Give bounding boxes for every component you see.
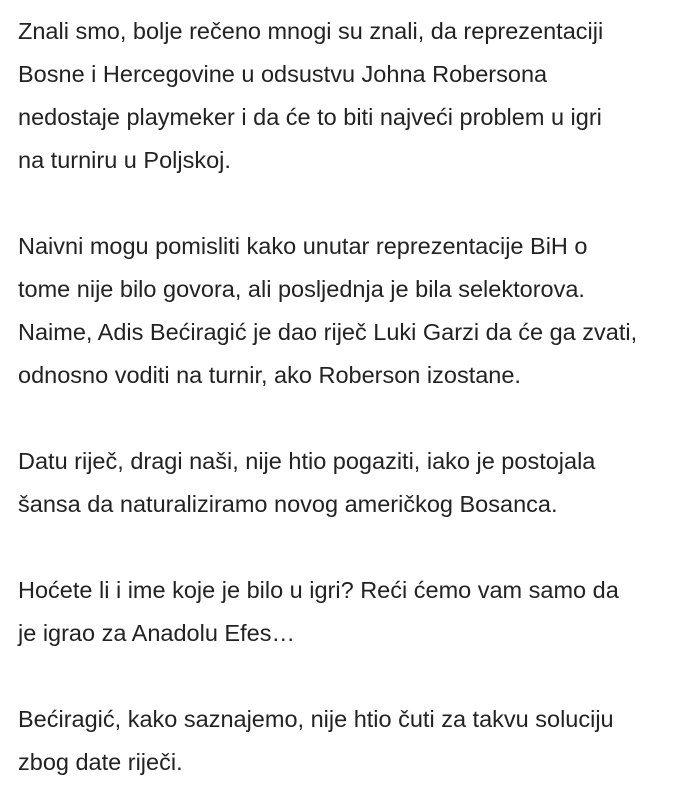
paragraph-line: na turniru u Poljskoj. <box>18 147 231 173</box>
paragraph-line: Naivni mogu pomisliti kako unutar reprezentacije BiH o <box>18 233 588 259</box>
paragraph-line: tome nije bilo govora, ali posljednja je bila selektorova. <box>18 276 585 302</box>
paragraph-line: Bosne i Hercegovine u odsustvu Johna Robersona <box>18 61 548 87</box>
paragraph-line: je igrao za Anadolu Efes… <box>18 620 295 646</box>
paragraph-5 <box>18 698 662 784</box>
paragraph-line: Hoćete li i ime koje je bilo u igri? Reći ćemo vam samo da <box>18 577 619 603</box>
paragraph-line: Naime, Adis Bećiragić je dao riječ Luki Garzi da će ga zvati, <box>18 319 638 345</box>
paragraph-line: Bećiragić, kako saznajemo, nije htio čuti za takvu soluciju <box>18 706 614 732</box>
paragraph-line: Znali smo, bolje rečeno mnogi su znali, da reprezentaciji <box>18 18 604 44</box>
paragraph-line: odnosno voditi na turnir, ako Roberson izostane. <box>18 362 521 388</box>
paragraph-line: nedostaje playmeker i da će to biti najveći problem u igri <box>18 104 602 130</box>
paragraph-line: zbog date riječi. <box>18 749 183 775</box>
paragraph-3 <box>18 440 662 526</box>
paragraph-4 <box>18 569 662 655</box>
paragraph-1 <box>18 10 662 182</box>
paragraph-line: Datu riječ, dragi naši, nije htio pogaziti, iako je postojala <box>18 448 596 474</box>
paragraph-2 <box>18 225 662 397</box>
paragraph-line: šansa da naturaliziramo novog američkog Bosanca. <box>18 491 558 517</box>
